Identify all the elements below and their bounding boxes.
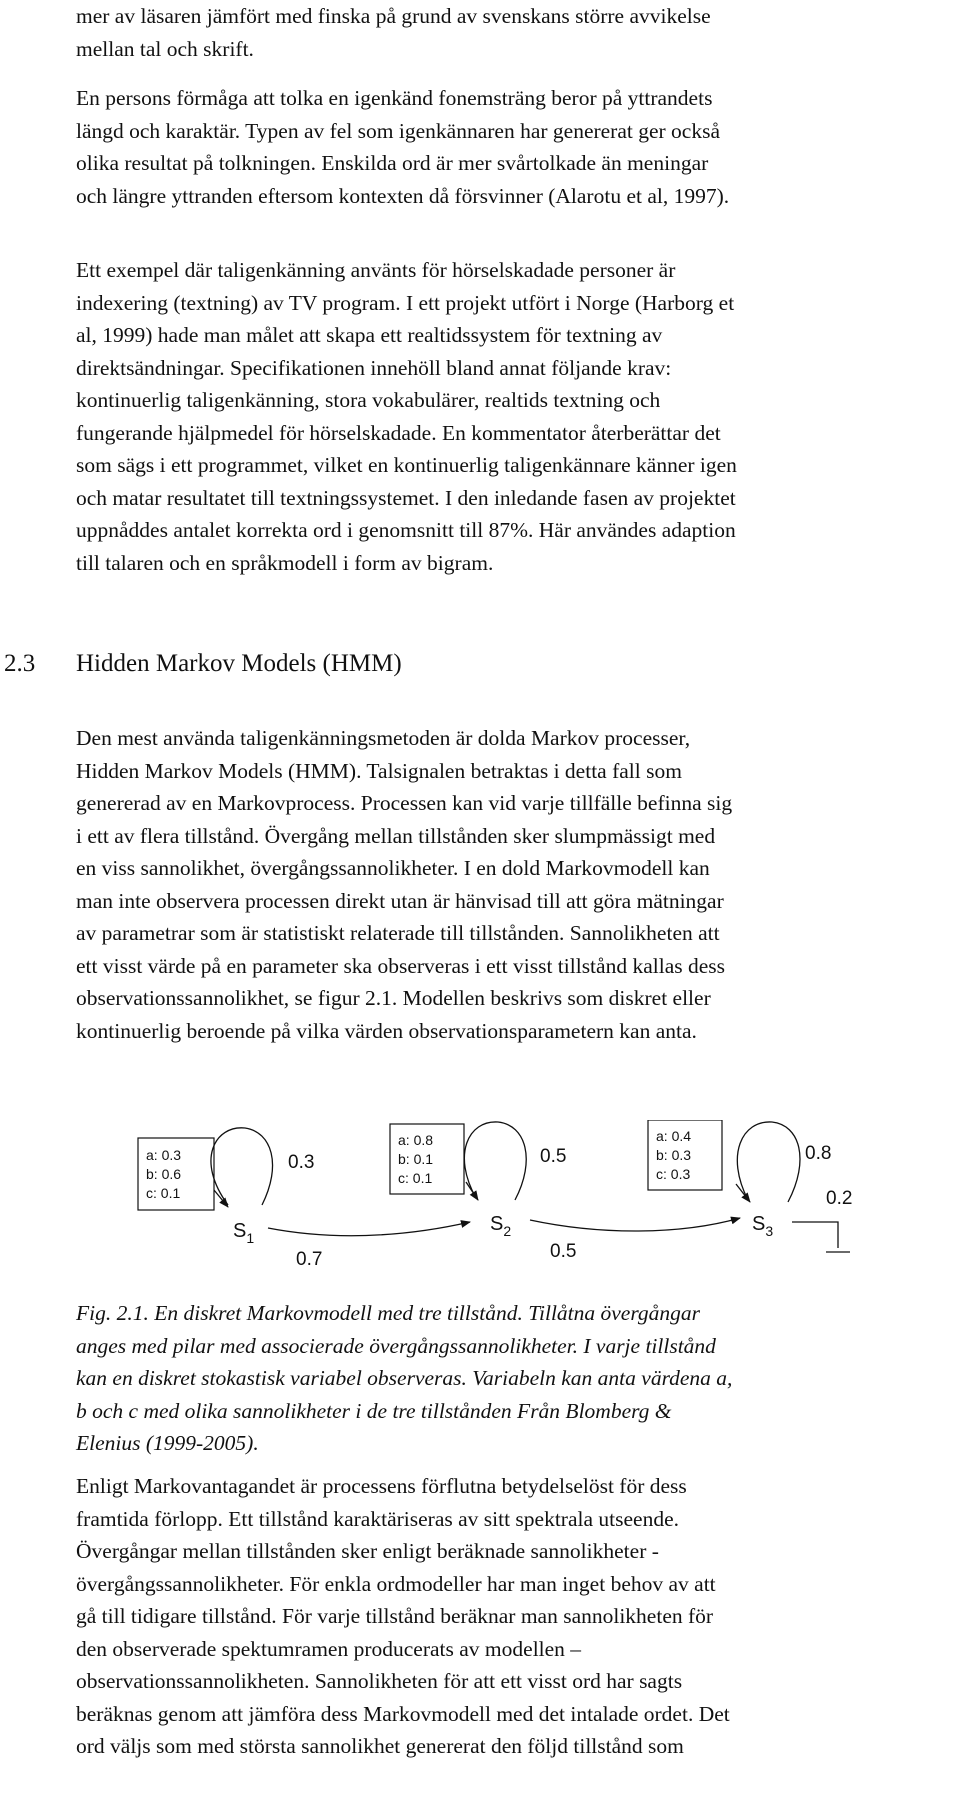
- text-line: kontinuerlig beroende på vilka värden observationsparametern kan anta.: [76, 1018, 697, 1043]
- state-sub-s3: 3: [765, 1223, 774, 1239]
- text-line: längd och karaktär. Typen av fel som igenkännaren har genererat ger också: [76, 118, 721, 143]
- text-line: beräknas genom att jämföra dess Markovmodell med det intalade ordet. Det: [76, 1701, 730, 1726]
- text-line: gå till tidigare tillstånd. För varje tillstånd beräknar man sannolikheten för: [76, 1604, 714, 1628]
- text-line: Hidden Markov Models (HMM). Talsignalen betraktas i detta fall som: [76, 758, 682, 783]
- obs-a-s1: a: 0.3: [146, 1147, 182, 1163]
- caption-line: b och c med olika sannolikheter i de tre tillstånden Från Blomberg &: [76, 1398, 672, 1423]
- text-line: indexering (textning) av TV program. I ett projekt utfört i Norge (Harborg et: [76, 290, 735, 315]
- state-name-s1: S: [233, 1220, 247, 1242]
- text-line: direktsändningar. Specifikationen innehöll bland annat följande krav:: [76, 355, 672, 380]
- text-line: framtida förlopp. Ett tillstånd karaktäriseras av sitt spektrala utseende.: [76, 1506, 679, 1531]
- state-name-s2: S: [490, 1213, 504, 1235]
- caption-line: kan en diskret stokastisk variabel observeras. Variabeln kan anta värdena a,: [76, 1366, 733, 1390]
- text-line: genererad av en Markovprocess. Processen kan vid varje tillfälle befinna sig: [76, 791, 733, 815]
- text-line: man inte observera processen direkt utan är hänvisad till att göra mätningar: [76, 888, 724, 913]
- paragraph-tv-example: [76, 254, 938, 579]
- self-prob-s1: 0.3: [288, 1152, 315, 1173]
- caption-line: anges med pilar med associerade övergångssannolikheter. I varje tillstånd: [76, 1333, 716, 1358]
- markov-diagram-svg: [0, 1120, 960, 1295]
- transition-s2-s3: [530, 1218, 740, 1231]
- self-loop-arrow-s1: [214, 1190, 228, 1207]
- text-line: Den mest använda taligenkänningsmetoden är dolda Markov processer,: [76, 726, 691, 750]
- state-label-s1: [233, 1220, 254, 1246]
- text-line: och längre yttranden eftersom kontexten då försvinner (Alarotu et al, 1997).: [76, 183, 730, 208]
- text-line: olika resultat på tolkningen. Enskilda ord är mer svårtolkade än meningar: [76, 151, 709, 175]
- caption-line: Elenius (1999-2005).: [76, 1431, 259, 1455]
- text-line: mer av läsaren jämfört med finska på grund av svenskans större avvikelse: [76, 4, 711, 28]
- obs-c-s3: c: 0.3: [656, 1166, 691, 1182]
- text-line: fungerande hjälpmedel för hörselskadade. En kommentator återberättar det: [76, 420, 721, 445]
- self-prob-s2: 0.5: [540, 1146, 567, 1167]
- section-heading: [4, 648, 402, 680]
- text-line: övergångssannolikheter. För enkla ordmodeller har man inget behov av att: [76, 1571, 716, 1596]
- self-loop-arrow-s2: [466, 1182, 478, 1200]
- self-loop-s1: [211, 1128, 273, 1205]
- text-line: av parametrar som är statistiskt relaterade till tillstånden. Sannolikheten att: [76, 921, 720, 945]
- obs-b-s1: b: 0.6: [146, 1166, 182, 1182]
- text-line: den observerade spektumramen producerats av modellen –: [76, 1636, 582, 1661]
- trans-prob-s2: 0.5: [550, 1241, 577, 1262]
- obs-c-s2: c: 0.1: [398, 1170, 433, 1186]
- self-prob-s3: 0.8: [805, 1143, 832, 1164]
- text-line: till talaren och en språkmodell i form av bigram.: [76, 550, 494, 575]
- paragraph-interpretation: [76, 82, 938, 212]
- text-line: i ett av flera tillstånd. Övergång mellan tillstånden sker slumpmässigt med: [76, 823, 716, 848]
- state-sub-s1: 1: [246, 1230, 255, 1246]
- obs-a-s2: a: 0.8: [398, 1132, 434, 1148]
- text-line: observationssannolikheten. Sannolikheten för att ett visst ord har sagts: [76, 1669, 683, 1693]
- text-line: ord väljs som med största sannolikhet genererat den följd tillstånd som: [76, 1734, 684, 1758]
- text-line: kontinuerlig taligenkänning, stora vokabulärer, realtids textning och: [76, 388, 661, 412]
- self-loop-arrow-s3: [736, 1184, 750, 1202]
- text-line: mellan tal och skrift.: [76, 36, 254, 61]
- state-name-s3: S: [752, 1213, 766, 1235]
- text-line: observationssannolikhet, se figur 2.1. Modellen beskrivs som diskret eller: [76, 986, 711, 1010]
- transition-s1-s2: [268, 1222, 470, 1236]
- text-line: uppnåddes antalet korrekta ord i genomsnitt till 87%. Här användes adaption: [76, 518, 736, 542]
- text-line: en viss sannolikhet, övergångssannolikheter. I en dold Markovmodell kan: [76, 856, 710, 880]
- obs-c-s1: c: 0.1: [146, 1185, 181, 1201]
- state-sub-s2: 2: [503, 1223, 512, 1239]
- obs-a-s3: a: 0.4: [656, 1128, 692, 1144]
- paragraph-markov-assumption: [76, 1470, 938, 1763]
- markov-diagram: [0, 1120, 960, 1295]
- exit-transition-s3: [792, 1222, 838, 1248]
- text-line: al, 1999) hade man målet att skapa ett realtidssystem för textning av: [76, 323, 663, 347]
- obs-b-s3: b: 0.3: [656, 1147, 692, 1163]
- state-label-s2: [490, 1213, 511, 1239]
- exit-prob-s3: 0.2: [826, 1188, 853, 1209]
- text-line: Enligt Markovantagandet är processens förflutna betydelselöst för dess: [76, 1474, 687, 1498]
- text-line: ett visst värde på en parameter ska observeras i ett visst tillstånd kallas dess: [76, 953, 725, 978]
- text-line: som sägs i ett programmet, vilket en kontinuerlig taligenkännare känner igen: [76, 453, 737, 477]
- paragraph-intro: [76, 0, 938, 65]
- text-line: och matar resultatet till textningssystemet. I den inledande fasen av projektet: [76, 485, 736, 510]
- figure-caption: [76, 1297, 938, 1460]
- section-number: 2.3: [4, 650, 36, 677]
- self-loop-s3: [737, 1122, 800, 1202]
- caption-line: Fig. 2.1. En diskret Markovmodell med tre tillstånd. Tillåtna övergångar: [76, 1301, 701, 1325]
- text-line: En persons förmåga att tolka en igenkänd fonemsträng beror på yttrandets: [76, 86, 713, 110]
- text-line: Ett exempel där taligenkänning använts för hörselskadade personer är: [76, 258, 676, 282]
- self-loop-s2: [464, 1122, 526, 1200]
- state-label-s3: [752, 1213, 773, 1239]
- obs-b-s2: b: 0.1: [398, 1151, 434, 1167]
- section-title: Hidden Markov Models (HMM): [76, 650, 402, 677]
- text-line: Övergångar mellan tillstånden sker enligt beräknade sannolikheter -: [76, 1539, 659, 1563]
- paragraph-hmm: [76, 722, 938, 1047]
- trans-prob-s1: 0.7: [296, 1249, 323, 1270]
